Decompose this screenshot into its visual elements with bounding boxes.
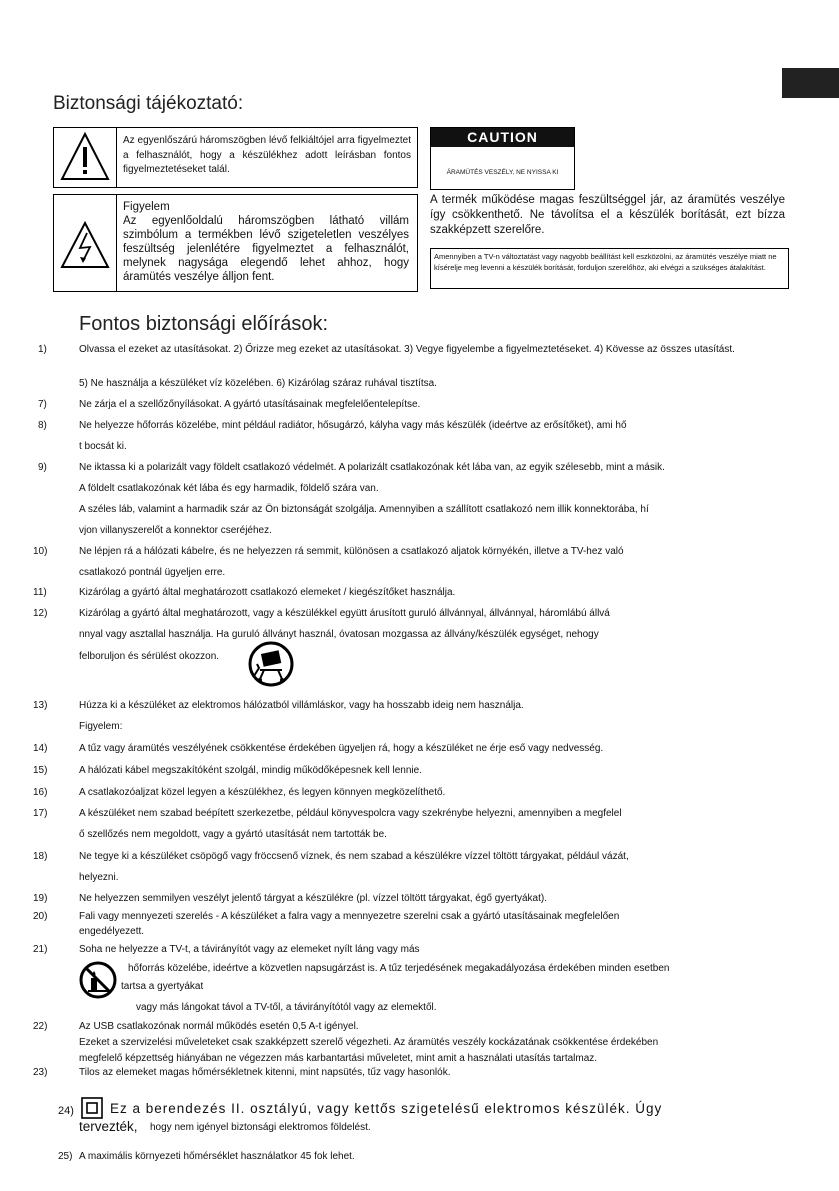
item-number: 14) xyxy=(33,743,48,754)
list-item: Fali vagy mennyezeti szerelés - A készüléket a falra vagy a mennyezetre szerelni csak a gyártó utasításainak megfelelően xyxy=(79,911,620,922)
list-item: Ne helyezzen semmilyen veszélyt jelentő tárgyat a készülékre (pl. vízzel töltött tárgyakat, égő gyertyákat). xyxy=(79,893,547,904)
list-item: Kizárólag a gyártó által meghatározott, vagy a készülékkel együtt árusított guruló állvánnyal, állvánnyal, háromlábú állvá xyxy=(79,608,610,619)
list-item: nnyal vagy asztallal használja. Ha guruló állványt használ, óvatosan mozgassa az állvány/készülék egységet, nehogy xyxy=(79,629,599,640)
list-item: Figyelem: xyxy=(79,721,123,732)
item-number: 8) xyxy=(38,420,47,431)
list-item: A tűz vagy áramütés veszélyének csökkentése érdekében ügyeljen rá, hogy a készüléket ne érje eső vagy nedvesség. xyxy=(79,743,604,754)
item-number: 13) xyxy=(33,700,48,711)
list-item: Kizárólag a gyártó által meghatározott csatlakozó elemeket / kiegészítőket használja. xyxy=(79,587,456,598)
list-item: helyezni. xyxy=(79,872,119,883)
lightning-box-text: Az egyenlőoldalú háromszögben látható villám szimbólum a termékben lévő szigeteletlen veszélyes feszültség jelenlétére figyelmeztet a felhasználót, melynek nagysága elegendő lehet ahhoz, hogy áramütés veszélye álljon fent. xyxy=(123,215,409,283)
list-item: csatlakozó pontnál ügyeljen erre. xyxy=(79,567,226,578)
list-item: Ne iktassa ki a polarizált vagy földelt csatlakozó védelmét. A polarizált csatlakozónak két lába van, az egyik szélesebb, mint a másik. xyxy=(79,462,665,473)
list-item: A széles láb, valamint a harmadik szár az Ön biztonságát szolgálja. Amennyiben a szállított csatlakozó nem illik konnektorába, hí xyxy=(79,504,649,515)
cart-tipover-warning-icon xyxy=(246,640,296,693)
voltage-warning-paragraph: A termék működése magas feszültséggel jár, az áramütés veszélye így csökkenthető. Ne távolítsa el a készülék borítását, ezt bízza szakképzett szerelőre. xyxy=(430,194,785,236)
list-item: Ne helyezze hőforrás közelébe, mint például radiátor, hősugárzó, kályha vagy más készülék (ideértve az erősítőket), ami hő xyxy=(79,420,627,431)
list-item: ő szellőzés nem megoldott, vagy a gyártó utasítását nem tartották be. xyxy=(79,829,387,840)
list-item: t bocsát ki. xyxy=(79,441,127,452)
exclamation-box-text: Az egyenlőszárú háromszögben lévő felkiáltójel arra figyelmeztet a felhasználót, hogy a készülékhez adott leírásban fontos figyelmeztetéseket talál. xyxy=(123,135,411,175)
list-item: megfelelő képzettség hiányában ne végezzen más karbantartási műveletet, mint amit a használati utasítás tartalmaz. xyxy=(79,1053,598,1064)
item-number: 1) xyxy=(38,344,47,355)
item-number: 7) xyxy=(38,399,47,410)
list-item: Ne tegye ki a készüléket csöpögő vagy fröccsenő víznek, és nem szabad a készülékre vízzel töltött tárgyakat, például vázát, xyxy=(79,851,629,862)
list-item: hőforrás közelébe, ideértve a közvetlen napsugárzást is. A tűz terjedésének megakadályozása érdekében minden esetben xyxy=(128,963,670,974)
list-item: Az USB csatlakozónak normál működés esetén 0,5 A-t igényel. xyxy=(79,1021,359,1032)
list-item: hogy nem igényel biztonsági elektromos földelést. xyxy=(150,1122,371,1133)
list-item: Olvassa el ezeket az utasításokat. 2) Őrizze meg ezeket az utasításokat. 3) Vegye figyelembe a figyelmeztetéseket. 4) Kövesse az összes utasítást. xyxy=(79,344,735,355)
exclamation-warning-box xyxy=(53,127,418,188)
list-item: Ne lépjen rá a hálózati kábelre, és ne helyezzen rá semmit, különösen a csatlakozó aljatok környékén, illetve a TV-hez való xyxy=(79,546,624,557)
list-item: Ezeket a szervizelési műveleteket csak szakképzett szerelő végezheti. Az áramütés veszély kockázatának csökkentése érdekében xyxy=(79,1037,659,1048)
item-number: 20) xyxy=(33,911,48,922)
caution-subtext: ÁRAMÜTÉS VESZÉLY, NE NYISSA KI xyxy=(446,169,559,176)
list-item: vagy más lángokat távol a TV-től, a távirányítótól vagy az elemektől. xyxy=(136,1002,437,1013)
list-item: A csatlakozóaljzat közel legyen a készülékhez, és legyen könnyen megközelíthető. xyxy=(79,787,446,798)
lightning-box-heading: Figyelem xyxy=(123,201,170,213)
list-item: Tilos az elemeket magas hőmérsékletnek kitenni, mint napsütés, tűz vagy hasonlók. xyxy=(79,1067,451,1078)
list-item: tervezték, xyxy=(79,1119,138,1134)
list-item: A maximális környezeti hőmérséklet használatkor 45 fok lehet. xyxy=(79,1151,355,1162)
exclamation-triangle-icon xyxy=(54,128,117,187)
item-number: 16) xyxy=(33,787,48,798)
list-item: tartsa a gyertyákat xyxy=(121,981,204,992)
list-item: engedélyezett. xyxy=(79,926,145,937)
lightning-triangle-icon xyxy=(54,195,117,291)
item-number: 19) xyxy=(33,893,48,904)
item-number: 24) xyxy=(58,1105,74,1117)
page-title: Biztonsági tájékoztató: xyxy=(53,93,244,114)
item-number: 12) xyxy=(33,608,48,619)
service-note-box xyxy=(430,248,789,289)
item-number: 17) xyxy=(33,808,48,819)
lightning-warning-box xyxy=(53,194,418,292)
item-number: 15) xyxy=(33,765,48,776)
item-number: 9) xyxy=(38,462,47,473)
lightning-box-content xyxy=(123,200,409,284)
list-item: Húzza ki a készüléket az elektromos hálózatból villámláskor, vagy ha hosszabb ideig nem használja. xyxy=(79,700,524,711)
item-number: 11) xyxy=(33,587,47,598)
item-number: 25) xyxy=(58,1151,73,1162)
list-item: A földelt csatlakozónak két lába és egy harmadik, földelő szára van. xyxy=(79,483,379,494)
caution-label-box xyxy=(430,127,575,190)
section-tab-marker xyxy=(782,68,839,98)
list-item: A hálózati kábel megszakítóként szolgál, mindig működőképesnek kell lennie. xyxy=(79,765,422,776)
list-item: Ez a berendezés II. osztályú, vagy kettős szigetelésű elektromos készülék. Úgy xyxy=(110,1101,663,1116)
section-title: Fontos biztonsági előírások: xyxy=(79,313,329,335)
item-number: 10) xyxy=(33,546,48,557)
list-item: Soha ne helyezze a TV-t, a távirányítót vagy az elemeket nyílt láng vagy más xyxy=(79,944,420,955)
list-item: vjon villanyszerelőt a konnektor cseréjéhez. xyxy=(79,525,272,536)
list-item: A készüléket nem szabad beépített szerkezetbe, például könyvespolcra vagy szekrénybe helyezni, amennyiben a megfelel xyxy=(79,808,622,819)
item-number: 21) xyxy=(33,944,48,955)
item-number: 23) xyxy=(33,1067,48,1078)
list-item: Ne zárja el a szellőzőnyílásokat. A gyártó utasításainak megfelelőentelepítse. xyxy=(79,399,421,410)
caution-header: CAUTION xyxy=(431,128,574,147)
list-item: 5) Ne használja a készüléket víz közelében. 6) Kizárólag száraz ruhával tisztítsa. xyxy=(79,378,437,389)
service-note-text: Amennyiben a TV-n változtatást vagy nagyobb beállítást kell eszközölni, az áramütés veszélye miatt ne kísérelje meg levenni a készülék borítását, forduljon szerelőhöz, aki elvégzi a szükséges átalakítást. xyxy=(434,252,777,272)
item-number: 18) xyxy=(33,851,48,862)
item-number: 22) xyxy=(33,1021,48,1032)
list-item: felboruljon és sérülést okozzon. xyxy=(79,651,220,662)
no-open-flame-icon xyxy=(76,960,120,1005)
